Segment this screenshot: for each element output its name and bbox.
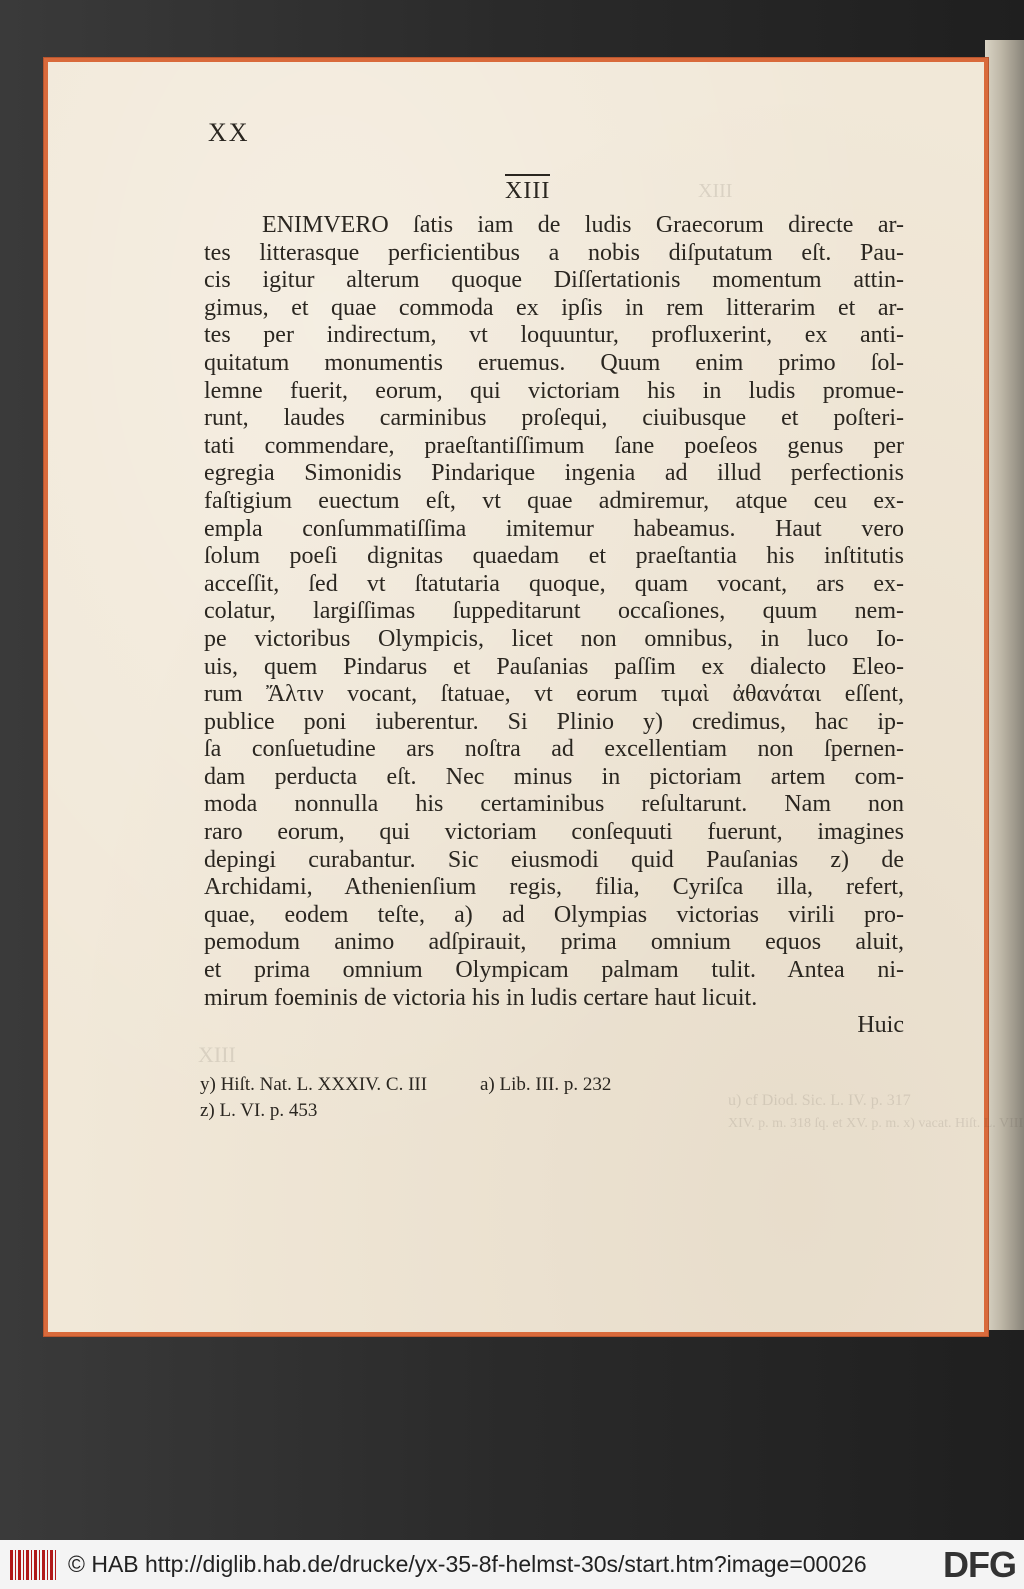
- text-line: gimus, et quae commoda ex ipſis in rem litterarim et ar-: [204, 294, 904, 321]
- text-line: depingi curabantur. Sic eiusmodi quid Pauſanias z) de: [204, 846, 904, 873]
- catchword: Huic: [857, 1012, 904, 1039]
- dfg-logo: DFG: [943, 1544, 1016, 1585]
- text-line: tes per indirectum, vt loquuntur, profluxerint, ex anti-: [204, 322, 904, 349]
- footnote-y: y) Hiſt. Nat. L. XXXIV. C. III: [200, 1074, 428, 1095]
- footer-bar: [0, 1540, 1024, 1589]
- text-line: ENIMVERO ſatis iam de ludis Graecorum directe ar-: [262, 212, 904, 238]
- text-line: quitatum monumentis eruemus. Quum enim primo ſol-: [204, 349, 904, 376]
- text-line: tati commendare, praeſtantiſſimum ſane poeſeos genus per: [204, 432, 904, 459]
- text-line: tes litterasque perficientibus a nobis diſputatum eſt. Pau-: [204, 239, 904, 266]
- text-line: ſa conſuetudine ars noſtra ad excellentiam non ſpernen-: [204, 736, 904, 763]
- text-line: faſtigium euectum eſt, vt quae admiremur, atque ceu ex-: [204, 487, 904, 514]
- footnotes: [200, 1072, 760, 1124]
- text-line: publice poni iuberentur. Si Plinio y) credimus, hac ip-: [204, 708, 904, 735]
- text-line: quae, eodem teſte, a) ad Olympias victorias virili pro-: [204, 901, 904, 928]
- page-number: XX: [208, 118, 250, 147]
- text-line: empla conſummatiſſima imitemur habeamus. Haut vero: [204, 515, 904, 542]
- bleed-through-text: XIII: [198, 1042, 236, 1067]
- text-line: pe victoribus Olympicis, licet non omnibus, in luco Io-: [204, 625, 904, 652]
- section-heading: XIII: [505, 174, 550, 205]
- page-edge: [985, 40, 1024, 1330]
- text-line: dam perducta eſt. Nec minus in pictoriam artem com-: [204, 763, 904, 790]
- body-text: [204, 212, 904, 1040]
- text-line: colatur, largiſſimas ſuppeditarunt occaſiones, quum nem-: [204, 598, 904, 625]
- text-line: moda nonnulla his certaminibus reſultarunt. Nam non: [204, 791, 904, 818]
- bleed-through-text: XIII: [698, 180, 733, 202]
- text-line: mirum foeminis de victoria his in ludis certare haut licuit.: [204, 984, 758, 1011]
- text-line: cis igitur alterum quoque Diſſertationis momentum attin-: [204, 267, 904, 294]
- text-line: rum Ἄλτιν vocant, ſtatuae, vt eorum τιμαὶ ἀθανάται eſſent,: [204, 681, 904, 708]
- text-line: uis, quem Pindarus et Pauſanias paſſim ex dialecto Eleo-: [204, 653, 904, 680]
- text-line: lemne fuerit, eorum, qui victoriam his in ludis promue-: [204, 377, 904, 404]
- text-line: Archidami, Athenienſium regis, filia, Cyriſca illa, refert,: [204, 874, 904, 901]
- text-line: ſolum poeſi dignitas quaedam et praeſtantia his inſtitutis: [204, 543, 904, 570]
- footnote-a: a) Lib. III. p. 232: [480, 1074, 612, 1095]
- text-line: runt, laudes carminibus proſequi, ciuibusque et poſteri-: [204, 405, 904, 432]
- bleed-through-text: XIV. p. m. 318 ſq. et XV. p. m. x) vacat. Hiſt. L. VIII: [728, 1116, 1024, 1131]
- book-page: [44, 58, 1024, 1336]
- footer-credit-link[interactable]: © HAB http://diglib.hab.de/drucke/yx-35-8f-helmst-30s/start.htm?image=00026: [68, 1551, 867, 1577]
- footnote-z: z) L. VI. p. 453: [200, 1100, 318, 1121]
- text-line: acceſſit, ſed vt ſtatutaria quoque, quam vocant, ars ex-: [204, 570, 904, 597]
- text-line: pemodum animo adſpirauit, prima omnium equos aluit,: [204, 929, 904, 956]
- text-line: et prima omnium Olympicam palmam tulit. Antea ni-: [204, 957, 904, 984]
- text-line: egregia Simonidis Pindarique ingenia ad illud perfectionis: [204, 460, 904, 487]
- bleed-through-text: u) cf Diod. Sic. L. IV. p. 317: [728, 1092, 911, 1109]
- text-line: raro eorum, qui victoriam conſequuti fuerunt, imagines: [204, 819, 904, 846]
- barcode-icon: [10, 1550, 56, 1580]
